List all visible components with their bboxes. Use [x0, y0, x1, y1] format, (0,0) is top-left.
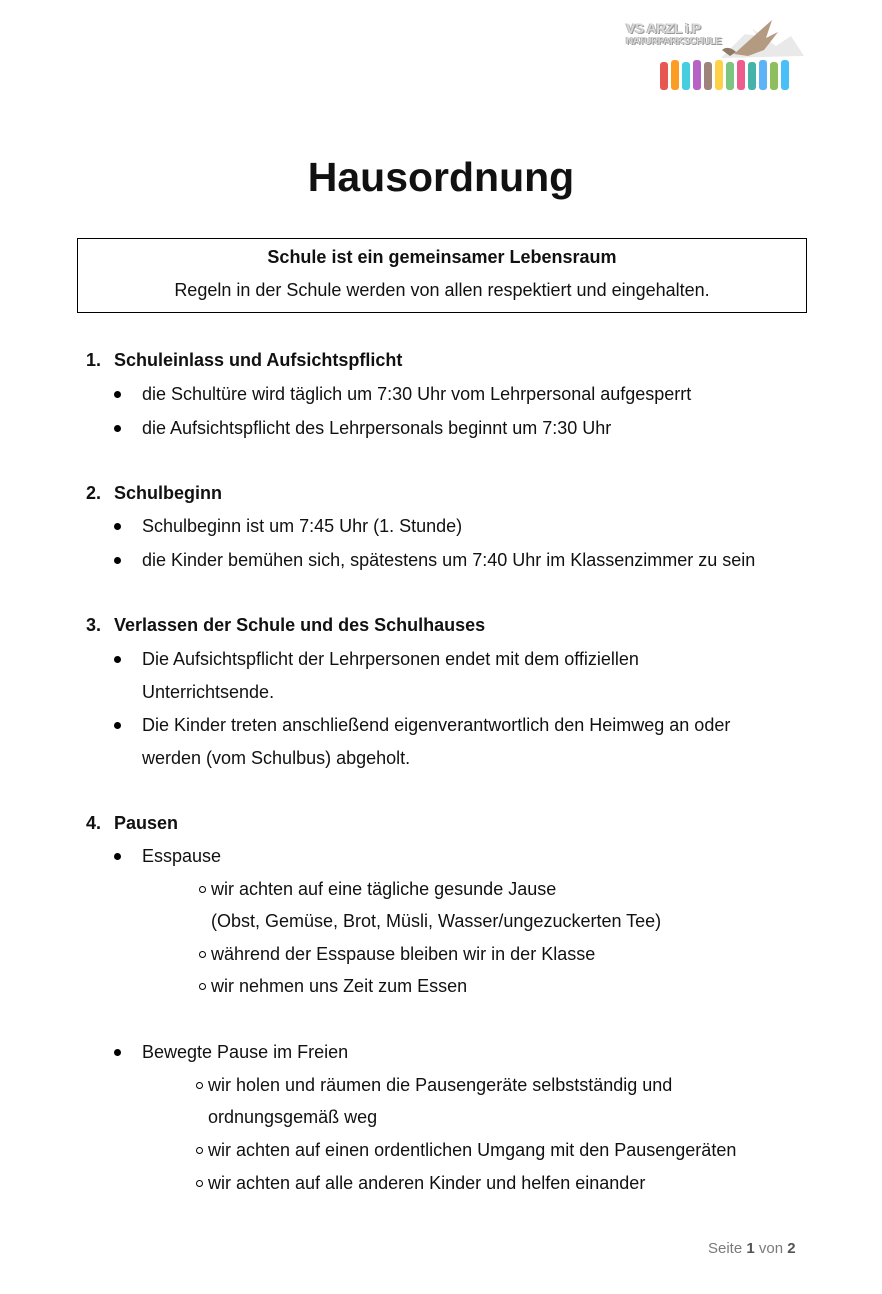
section-2-heading: Schulbeginn: [114, 483, 222, 503]
list-item-continuation: Unterrichtsende.: [142, 682, 275, 702]
list-item: die Aufsichtspflicht des Lehrpersonals beginnt um 7:30 Uhr: [142, 418, 612, 438]
sub-bullet-circle: [196, 1180, 203, 1187]
list-item: Die Kinder treten anschließend eigenverantwortlich den Heimweg an oder: [142, 715, 731, 735]
section-3-heading: Verlassen der Schule und des Schulhauses: [114, 615, 486, 635]
page-footer: [708, 1240, 796, 1257]
sub-list-item: wir achten auf einen ordentlichen Umgang mit den Pausengeräten: [208, 1140, 737, 1160]
sub-list-item: wir achten auf alle anderen Kinder und helfen einander: [208, 1173, 646, 1193]
sub-bullet-circle: [199, 983, 206, 990]
sub-bullet-circle: [196, 1147, 203, 1154]
page-title: Hausordnung: [307, 154, 575, 200]
section-2-number: 2.: [86, 483, 102, 503]
bullet-dot: [114, 853, 121, 860]
section-4-number: 4.: [86, 813, 102, 833]
sub-bullet-circle: [196, 1082, 203, 1089]
footer-prefix: Seite: [708, 1240, 743, 1257]
section-3-number: 3.: [86, 615, 102, 635]
bullet-dot: [114, 523, 121, 530]
footer-sep: von: [758, 1240, 784, 1257]
bullet-dot: [114, 656, 121, 663]
list-item: Die Aufsichtspflicht der Lehrpersonen endet mit dem offiziellen: [142, 649, 639, 669]
list-item-continuation: werden (vom Schulbus) abgeholt.: [142, 748, 411, 768]
sub-list-item: während der Esspause bleiben wir in der Klasse: [211, 944, 596, 964]
intro-heading: Schule ist ein gemeinsamer Lebensraum: [267, 247, 617, 267]
sub-bullet-circle: [199, 951, 206, 958]
footer-total-pages: 2: [787, 1240, 796, 1257]
sub-list-item: wir nehmen uns Zeit zum Essen: [211, 976, 468, 996]
intro-box: [77, 238, 807, 313]
bullet-dot: [114, 557, 121, 564]
sub-list-item: wir achten auf eine tägliche gesunde Jause: [211, 879, 557, 899]
bullet-dot: [114, 391, 121, 398]
sub-bullet-circle: [199, 886, 206, 893]
list-item: die Schultüre wird täglich um 7:30 Uhr vom Lehrpersonal aufgesperrt: [142, 384, 692, 404]
intro-text: Regeln in der Schule werden von allen respektiert und eingehalten.: [174, 280, 710, 300]
group-label-esspause: Esspause: [142, 846, 222, 866]
sub-list-item-continuation: (Obst, Gemüse, Brot, Müsli, Wasser/ungezuckerten Tee): [211, 911, 662, 931]
section-1-heading: Schuleinlass und Aufsichtspflicht: [114, 350, 403, 370]
logo-text: [626, 20, 722, 48]
section-1-number: 1.: [86, 350, 102, 370]
bullet-dot: [114, 1049, 121, 1056]
section-4-heading: Pausen: [114, 813, 179, 833]
footer-page-number: 1: [746, 1240, 755, 1257]
school-logo: [626, 16, 806, 98]
logo-line2: NATURPARKSCHULE: [626, 36, 722, 47]
group-label-bewegte-pause: Bewegte Pause im Freien: [142, 1042, 349, 1062]
sub-list-item-continuation: ordnungsgemäß weg: [208, 1107, 378, 1127]
list-item: Schulbeginn ist um 7:45 Uhr (1. Stunde): [142, 516, 463, 536]
sub-list-item: wir holen und räumen die Pausengeräte selbstständig und: [208, 1075, 673, 1095]
list-item: die Kinder bemühen sich, spätestens um 7:40 Uhr im Klassenzimmer zu sein: [142, 550, 756, 570]
bullet-dot: [114, 722, 121, 729]
logo-line1: VS ARZL i.P: [626, 20, 701, 36]
bullet-dot: [114, 425, 121, 432]
